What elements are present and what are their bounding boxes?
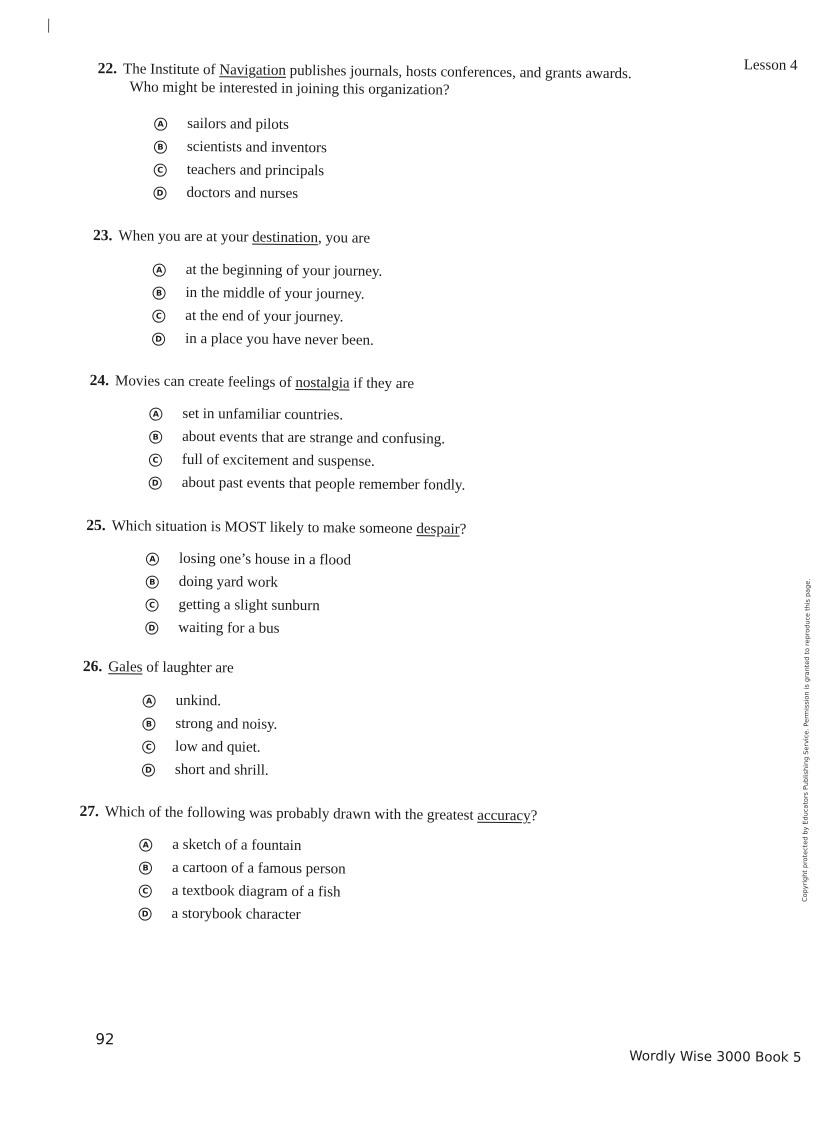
option-c[interactable]: C at the end of your journey.: [152, 305, 382, 330]
option-c[interactable]: C full of excitement and suspense.: [149, 449, 466, 475]
answer-bubble-icon[interactable]: D: [149, 477, 162, 490]
option-d[interactable]: D doctors and nurses: [153, 182, 326, 207]
option-b[interactable]: B a cartoon of a famous person: [139, 857, 346, 882]
answer-bubble-icon[interactable]: B: [152, 287, 165, 300]
vocab-word: Navigation: [219, 62, 287, 79]
answer-bubble-icon[interactable]: C: [145, 599, 158, 612]
question-number: 22.: [97, 60, 118, 78]
option-d[interactable]: D about past events that people remember fondly.: [149, 472, 466, 498]
answer-bubble-icon[interactable]: C: [154, 164, 167, 177]
vocab-word: despair: [416, 521, 460, 538]
answer-bubble-icon[interactable]: A: [149, 408, 162, 421]
options-23: [152, 259, 382, 353]
option-a[interactable]: A unkind.: [143, 690, 278, 714]
lesson-label: Lesson 4: [743, 57, 798, 74]
vocab-word: destination: [252, 229, 319, 247]
answer-bubble-icon[interactable]: C: [149, 454, 162, 467]
answer-bubble-icon[interactable]: C: [139, 885, 152, 898]
option-d[interactable]: D short and shrill.: [142, 759, 277, 783]
answer-bubble-icon[interactable]: B: [149, 431, 162, 444]
answer-bubble-icon[interactable]: C: [142, 741, 155, 754]
options-22: [153, 113, 327, 207]
option-c[interactable]: C low and quiet.: [142, 736, 277, 760]
option-b[interactable]: B strong and noisy.: [142, 713, 277, 737]
option-b[interactable]: B scientists and inventors: [154, 136, 327, 161]
option-c[interactable]: C getting a slight sunburn: [145, 594, 350, 619]
answer-bubble-icon[interactable]: D: [153, 187, 166, 200]
options-25: [145, 548, 351, 642]
page-number: 92: [95, 1030, 115, 1049]
option-a[interactable]: A a sketch of a fountain: [139, 834, 346, 859]
option-c[interactable]: C a textbook diagram of a fish: [139, 880, 346, 905]
option-b[interactable]: B doing yard work: [146, 571, 351, 596]
answer-bubble-icon[interactable]: B: [154, 141, 167, 154]
option-d[interactable]: D a storybook character: [138, 903, 345, 928]
answer-bubble-icon[interactable]: C: [152, 310, 165, 323]
vocab-word: Gales: [108, 659, 143, 676]
options-27: [138, 834, 346, 928]
options-26: [142, 690, 278, 783]
question-number: 23.: [93, 227, 113, 245]
book-title: Wordly Wise 3000 Book 5: [629, 1048, 802, 1066]
answer-bubble-icon[interactable]: D: [152, 333, 165, 346]
question-number: 24.: [89, 372, 110, 390]
question-number: 26.: [82, 657, 103, 676]
option-a[interactable]: A sailors and pilots: [154, 113, 327, 138]
answer-bubble-icon[interactable]: A: [143, 695, 156, 708]
question-24: 24. Movies can create feelings of nostalgia if they are: [89, 372, 415, 393]
vocab-word: nostalgia: [295, 374, 350, 392]
answer-bubble-icon[interactable]: A: [146, 553, 159, 566]
answer-bubble-icon[interactable]: B: [139, 862, 152, 875]
option-c[interactable]: C teachers and principals: [154, 159, 327, 184]
option-b[interactable]: B in the middle of your journey.: [152, 282, 382, 307]
answer-bubble-icon[interactable]: A: [154, 118, 167, 131]
question-number: 25.: [86, 516, 106, 535]
answer-bubble-icon[interactable]: A: [139, 839, 152, 852]
answer-bubble-icon[interactable]: D: [145, 622, 158, 635]
option-a[interactable]: A set in unfamiliar countries.: [149, 403, 466, 429]
answer-bubble-icon[interactable]: B: [142, 718, 155, 731]
scan-mark: [48, 19, 49, 33]
option-d[interactable]: D waiting for a bus: [145, 617, 350, 642]
option-a[interactable]: A at the beginning of your journey.: [153, 259, 383, 284]
option-d[interactable]: D in a place you have never been.: [152, 328, 382, 353]
question-25: 25. Which situation is MOST likely to make someone despair?: [86, 516, 467, 538]
answer-bubble-icon[interactable]: D: [139, 908, 152, 921]
question-22: 22. The Institute of Navigation publishes journals, hosts conferences, and grants awards. Who might be interested in joining this organization?: [97, 60, 632, 99]
copyright-notice: Copyright protected by Educators Publishing Service. Permission is granted to reproduce this page.: [800, 578, 812, 902]
question-26: 26. Gales of laughter are: [82, 657, 234, 677]
options-24: [149, 403, 466, 498]
question-number: 27.: [79, 802, 100, 821]
answer-bubble-icon[interactable]: D: [142, 764, 155, 777]
question-23: 23. When you are at your destination, you are: [93, 227, 371, 247]
answer-bubble-icon[interactable]: B: [146, 576, 159, 589]
option-a[interactable]: A losing one’s house in a flood: [146, 548, 351, 573]
question-27: 27. Which of the following was probably drawn with the greatest accuracy?: [79, 802, 538, 825]
answer-bubble-icon[interactable]: A: [153, 264, 166, 277]
vocab-word: accuracy: [477, 807, 531, 825]
option-b[interactable]: B about events that are strange and confusing.: [149, 426, 466, 452]
